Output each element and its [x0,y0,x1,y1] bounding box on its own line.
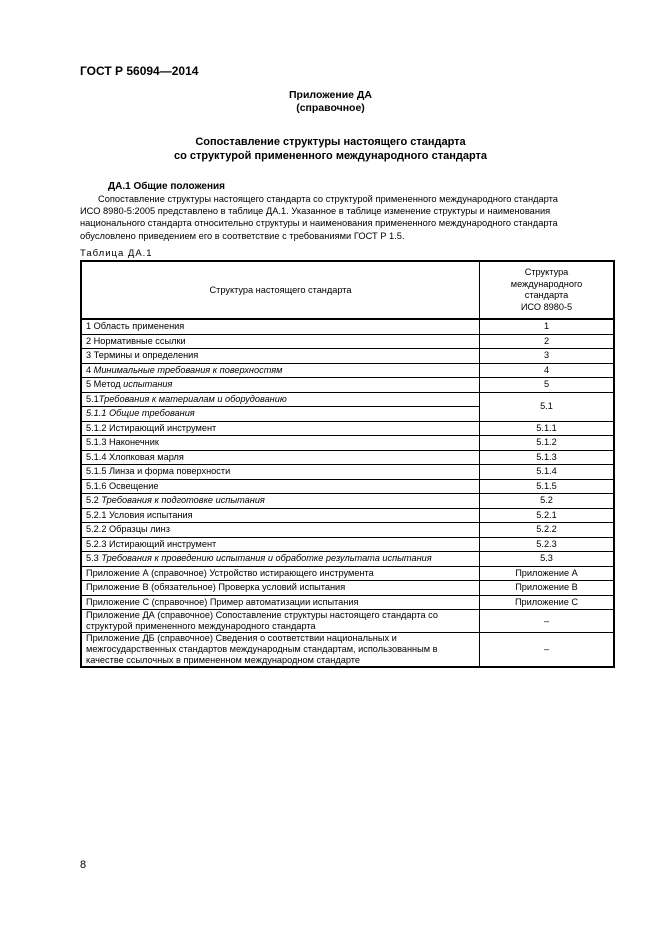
paragraph-line: национального стандарта относительно структуры и наименования примененного международного стандарта [80,218,558,229]
cell-text: 5 Метод [86,379,124,390]
header-line: международного [510,278,583,289]
cell-national: 1 Область применения [81,319,480,334]
cell-text: 5.3 [86,553,102,564]
cell-international: 4 [480,363,615,378]
cell-international: 5.1.1 [480,421,615,436]
cell-international: 5.2.2 [480,523,615,538]
cell-national [81,363,480,378]
cell-national [81,610,480,633]
cell-international: 5.2.3 [480,537,615,552]
table-row [81,479,614,494]
table-row [81,450,614,465]
cell-international: 5.1.3 [480,450,615,465]
cell-national: 5.1.2 Истирающий инструмент [81,421,480,436]
cell-national: Приложение В (обязательное) Проверка условий испытания [81,581,480,596]
cell-national [81,378,480,393]
cell-national [81,552,480,567]
annex-title-line-1: Сопоставление структуры настоящего стандарта [195,136,466,148]
table-row [81,581,614,596]
cell-international: Приложение В [480,581,615,596]
cell-national: Приложение С (справочное) Пример автоматизации испытания [81,595,480,610]
table-row [81,494,614,509]
header-cell-international [480,261,615,319]
annex-type: (справочное) [296,102,365,114]
cell-national: 5.1.1 Общие требования [81,407,480,422]
cell-national: 5.2.2 Образцы линз [81,523,480,538]
table-row [81,319,614,334]
table-row [81,421,614,436]
table-row [81,334,614,349]
cell-international: 1 [480,319,615,334]
header-line: ИСО 8980-5 [520,301,573,312]
cell-line: структурой примененного международного стандарта [86,621,316,631]
table-row [81,436,614,451]
table-row [81,392,614,407]
cell-line: качестве ссылочных в примененном международном стандарте [86,655,360,665]
cell-national: 5.2.1 Условия испытания [81,508,480,523]
table-row [81,537,614,552]
cell-international: Приложение С [480,595,615,610]
cell-international: 5.1.2 [480,436,615,451]
cell-national: 5.1.4 Хлопковая марля [81,450,480,465]
header-cell-national: Структура настоящего стандарта [81,261,480,319]
section-heading: ДА.1 Общие положения [108,181,225,192]
table-row [81,465,614,480]
cell-national [81,392,480,407]
table-row [81,633,614,668]
cell-text-italic: Требования к материалам [98,393,218,404]
cell-line: Приложение ДА (справочное) Сопоставление структуры настоящего стандарта со [86,610,438,620]
table-header-row [81,261,614,319]
cell-national: 3 Термины и определения [81,349,480,364]
table-row [81,378,614,393]
document-header: ГОСТ Р 56094—2014 [80,64,199,78]
table-row [81,552,614,567]
cell-international: 5.2 [480,494,615,509]
cell-international: 5.1.4 [480,465,615,480]
annex-heading [0,89,661,115]
cell-line: межгосударственных стандартов международным стандартам, использованным в [86,644,438,654]
table-row [81,523,614,538]
cell-international: – [480,610,615,633]
page-number: 8 [80,859,87,871]
annex-title-line-2: со структурой примененного международного стандарта [173,150,488,162]
header-line: Структура [524,267,569,277]
cell-text: 5.2 [86,495,102,506]
cell-line: Приложение ДБ (справочное) Сведения о соответствии национальных и [86,633,397,643]
cell-national [81,633,480,668]
table-row [81,610,614,633]
cell-national: 5.1.5 Линза и форма поверхности [81,465,480,480]
cell-international: 3 [480,349,615,364]
structure-comparison-table [80,260,615,668]
cell-text-italic: Минимальные требования к поверхностям [93,364,283,375]
paragraph-line: Сопоставление структуры настоящего стандарта со структурой примененного международного стандарта [98,194,558,204]
cell-national [81,494,480,509]
table-row [81,595,614,610]
table-caption: Таблица ДА.1 [80,248,153,259]
table-row [81,363,614,378]
annex-label: Приложение ДА [289,89,372,101]
cell-national: 5.1.3 Наконечник [81,436,480,451]
cell-national: 5.1.6 Освещение [81,479,480,494]
cell-text: 4 [86,364,94,375]
cell-text-italic: Требования к проведению испытания и обработке результата испытания [101,553,432,564]
cell-international: 5.1.5 [480,479,615,494]
cell-text-italic: испытания [123,379,173,390]
table-row [81,566,614,581]
cell-text-italic: и оборудованию [217,393,287,404]
table-row [81,508,614,523]
cell-international: 5.2.1 [480,508,615,523]
cell-international: 5 [480,378,615,393]
cell-national: 2 Нормативные ссылки [81,334,480,349]
cell-national: 5.2.3 Истирающий инструмент [81,537,480,552]
paragraph-line: ИСО 8980-5:2005 представлено в таблице ДА.1. Указанное в таблице изменение структуры и наименования [80,206,551,217]
table-row [81,349,614,364]
cell-text-italic: Требования к подготовке испытания [101,495,265,506]
body-paragraph [80,193,615,242]
cell-international: 2 [480,334,615,349]
paragraph-line: обусловлено приведением его в соответствие с требованиями ГОСТ Р 1.5. [80,230,405,241]
cell-international: 5.3 [480,552,615,567]
cell-national: Приложение А (справочное) Устройство истирающего инструмента [81,566,480,581]
header-line: стандарта [524,290,569,300]
cell-text: 5.1 [86,393,99,404]
cell-international: 5.1 [480,392,615,421]
cell-international: – [480,633,615,668]
annex-title [0,135,661,163]
cell-international: Приложение А [480,566,615,581]
